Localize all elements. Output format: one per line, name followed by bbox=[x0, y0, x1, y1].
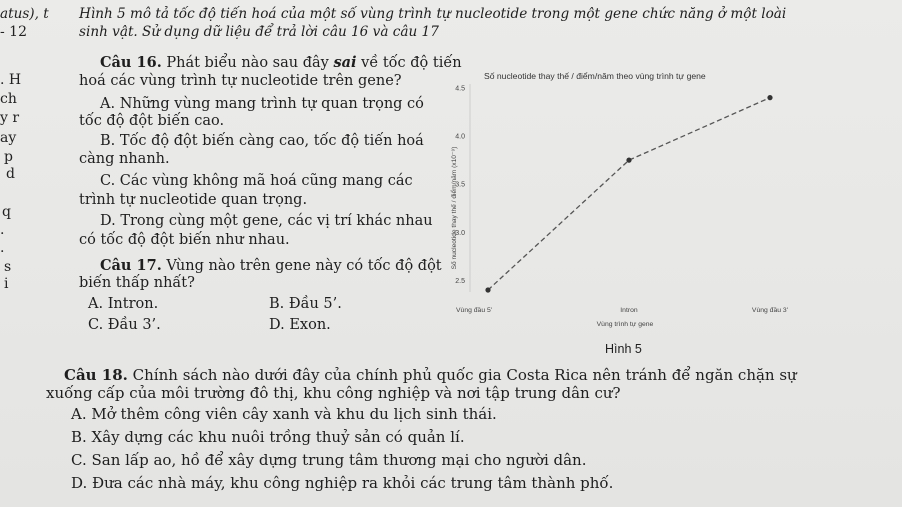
figure-caption: Hình 5 bbox=[605, 342, 642, 356]
y-tick-label: 3.0 bbox=[455, 229, 465, 237]
q16-option-a[interactable]: A. Những vùng mang trình tự quan trọng có bbox=[100, 96, 424, 112]
left-fragment: s bbox=[4, 259, 12, 275]
q16-option-d[interactable]: D. Trong cùng một gene, các vị trí khác nhau bbox=[100, 213, 433, 229]
series-line bbox=[488, 98, 770, 290]
q16-option-c[interactable]: C. Các vùng không mã hoá cũng mang các bbox=[100, 173, 413, 189]
q17-stem bbox=[100, 257, 442, 275]
q16-stem-text-end: về tốc độ tiến bbox=[361, 55, 462, 71]
q17-stem-text: Vùng nào trên gene này có tốc độ đột bbox=[166, 258, 442, 274]
q18-label: Câu 18. bbox=[64, 366, 128, 384]
mutation-rate-chart bbox=[448, 58, 808, 338]
q16-stem-text: Phát biểu nào sau đây bbox=[166, 55, 329, 71]
x-tick-label: Vùng đầu 5' bbox=[456, 307, 493, 314]
q17-label: Câu 17. bbox=[100, 257, 162, 274]
left-fragment: y r bbox=[0, 110, 20, 126]
intro-line-2: sinh vật. Sử dụng dữ liệu để trả lời câu 16 và câu 17 bbox=[79, 24, 439, 40]
q17-option-a[interactable]: A. Intron. bbox=[88, 296, 159, 312]
q17-option-b[interactable]: B. Đầu 5’. bbox=[269, 296, 342, 312]
q16-option-c-cont: trình tự nucleotide quan trọng. bbox=[79, 192, 308, 208]
q18-stem-line-2: xuống cấp của môi trường đô thị, khu công nghiệp và nơi tập trung dân cư? bbox=[46, 384, 621, 402]
left-fragment: . bbox=[0, 240, 5, 256]
left-fragment: i bbox=[4, 276, 9, 292]
left-fragment: d bbox=[6, 166, 15, 182]
q16-stem bbox=[100, 54, 462, 72]
q16-option-a-cont: tốc độ đột biến cao. bbox=[79, 113, 225, 129]
q16-option-b-cont: càng nhanh. bbox=[79, 151, 170, 167]
q18-option-b[interactable]: B. Xây dựng các khu nuôi trồng thuỷ sản có quản lí. bbox=[71, 428, 465, 446]
left-fragment: atus), t bbox=[0, 6, 49, 22]
q16-label: Câu 16. bbox=[100, 54, 162, 71]
x-axis-ticks bbox=[456, 305, 788, 314]
left-fragment: . bbox=[0, 222, 5, 238]
x-axis-label: Vùng trình tự gene bbox=[596, 321, 654, 328]
q18-stem bbox=[64, 367, 797, 384]
left-fragment: ay bbox=[0, 130, 17, 146]
left-fragment: ch bbox=[0, 91, 17, 107]
y-axis-label: Số nucleotide thay thế / điểm/năm (x10⁻⁹) bbox=[451, 146, 458, 270]
y-tick-label: 3.5 bbox=[455, 181, 465, 189]
q18-option-c[interactable]: C. San lấp ao, hồ để xây dựng trung tâm thương mại cho người dân. bbox=[71, 451, 587, 469]
intro-line-1: Hình 5 mô tả tốc độ tiến hoá của một số vùng trình tự nucleotide trong một gene chức năng ở một loài bbox=[79, 6, 787, 22]
q16-stem-emphasis: sai bbox=[333, 54, 357, 71]
data-point bbox=[626, 158, 631, 163]
left-fragment: . H bbox=[0, 72, 22, 88]
x-tick-label: Intron bbox=[620, 307, 638, 314]
data-point bbox=[485, 287, 490, 292]
y-tick-label: 2.5 bbox=[455, 277, 465, 285]
q18-stem-text: Chính sách nào dưới đây của chính phủ quốc gia Costa Rica nên tránh để ngăn chặn sự bbox=[132, 366, 797, 384]
q18-option-d[interactable]: D. Đưa các nhà máy, khu công nghiệp ra khỏi các trung tâm thành phố. bbox=[71, 474, 614, 492]
y-tick-label: 4.0 bbox=[455, 133, 465, 141]
chart-title: Số nucleotide thay thế / điểm/năm theo vùng trình tự gene bbox=[484, 71, 706, 81]
q17-option-d[interactable]: D. Exon. bbox=[269, 317, 331, 333]
data-point bbox=[767, 95, 772, 100]
q17-option-c[interactable]: C. Đầu 3’. bbox=[88, 317, 161, 333]
left-fragment: - 12 bbox=[0, 24, 27, 40]
q17-stem-line-2: biến thấp nhất? bbox=[79, 275, 195, 291]
q16-stem-line-2: hoá các vùng trình tự nucleotide trên gene? bbox=[79, 73, 402, 89]
left-fragment: p bbox=[4, 149, 13, 165]
x-tick-label: Vùng đầu 3' bbox=[751, 307, 788, 314]
y-tick-label: 4.5 bbox=[455, 85, 465, 93]
q16-option-d-cont: có tốc độ đột biến như nhau. bbox=[79, 232, 290, 248]
q18-option-a[interactable]: A. Mở thêm công viên cây xanh và khu du lịch sinh thái. bbox=[71, 405, 497, 423]
q16-option-b[interactable]: B. Tốc độ đột biến càng cao, tốc độ tiến hoá bbox=[100, 133, 424, 149]
data-points bbox=[485, 95, 772, 293]
left-fragment: q bbox=[2, 204, 11, 220]
